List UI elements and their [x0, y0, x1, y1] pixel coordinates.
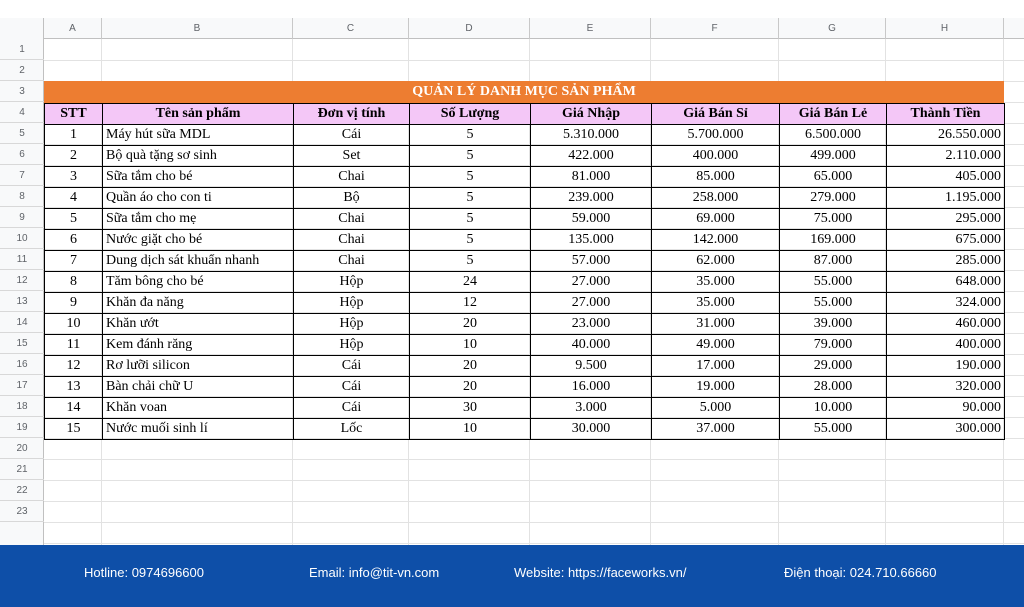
column-header-h[interactable]: H	[886, 18, 1004, 39]
cell-import-price[interactable]: 135.000	[531, 230, 652, 251]
cell-quantity[interactable]: 5	[410, 230, 531, 251]
select-all-corner[interactable]	[0, 18, 44, 39]
table-header-row	[45, 104, 1005, 125]
cell-retail-price[interactable]: 499.000	[780, 146, 887, 167]
table-row	[45, 356, 1005, 377]
cell-retail-price[interactable]: 28.000	[780, 377, 887, 398]
cell-wholesale-price[interactable]: 31.000	[652, 314, 780, 335]
cell-wholesale-price[interactable]: 400.000	[652, 146, 780, 167]
row-header-bar	[0, 39, 44, 545]
header-total[interactable]: Thành Tiền	[887, 104, 1005, 125]
cell-unit[interactable]: Hộp	[294, 314, 410, 335]
cell-unit[interactable]: Chai	[294, 251, 410, 272]
cell-import-price[interactable]: 16.000	[531, 377, 652, 398]
cell-retail-price[interactable]: 6.500.000	[780, 125, 887, 146]
cell-wholesale-price[interactable]: 142.000	[652, 230, 780, 251]
cell-unit[interactable]: Bộ	[294, 188, 410, 209]
footer-website[interactable]: Website: https://faceworks.vn/	[514, 565, 687, 580]
cell-wholesale-price[interactable]: 258.000	[652, 188, 780, 209]
table-row	[45, 377, 1005, 398]
cell-import-price[interactable]: 27.000	[531, 272, 652, 293]
cell-import-price[interactable]: 5.310.000	[531, 125, 652, 146]
cell-stt[interactable]: 13	[45, 377, 103, 398]
cell-import-price[interactable]: 422.000	[531, 146, 652, 167]
cell-total[interactable]: 400.000	[887, 335, 1005, 356]
cell-stt[interactable]: 11	[45, 335, 103, 356]
table-row	[45, 335, 1005, 356]
cell-retail-price[interactable]: 55.000	[780, 419, 887, 440]
cell-quantity[interactable]: 30	[410, 398, 531, 419]
row-header[interactable]: 4	[0, 102, 44, 123]
cell-import-price[interactable]: 59.000	[531, 209, 652, 230]
cell-product-name[interactable]: Khăn đa năng	[103, 293, 294, 314]
row-header[interactable]: 20	[0, 438, 44, 459]
cell-import-price[interactable]: 40.000	[531, 335, 652, 356]
cell-total[interactable]: 324.000	[887, 293, 1005, 314]
cell-product-name[interactable]: Sữa tắm cho mẹ	[103, 209, 294, 230]
cell-quantity[interactable]: 20	[410, 356, 531, 377]
cell-import-price[interactable]: 27.000	[531, 293, 652, 314]
table-row	[45, 272, 1005, 293]
table-row	[45, 230, 1005, 251]
cell-retail-price[interactable]: 55.000	[780, 272, 887, 293]
cell-retail-price[interactable]: 87.000	[780, 251, 887, 272]
row-header[interactable]: 10	[0, 228, 44, 249]
cell-wholesale-price[interactable]: 5.700.000	[652, 125, 780, 146]
row-header[interactable]: 18	[0, 396, 44, 417]
cell-quantity[interactable]: 12	[410, 293, 531, 314]
header-wholesale-price[interactable]: Giá Bán Sỉ	[652, 104, 780, 125]
column-header-c[interactable]: C	[293, 18, 409, 39]
cell-import-price[interactable]: 30.000	[531, 419, 652, 440]
cell-retail-price[interactable]: 10.000	[780, 398, 887, 419]
cell-quantity[interactable]: 5	[410, 188, 531, 209]
column-header-bar	[0, 18, 1024, 39]
table-row	[45, 419, 1005, 440]
cell-stt[interactable]: 8	[45, 272, 103, 293]
cell-quantity[interactable]: 5	[410, 209, 531, 230]
cell-quantity[interactable]: 20	[410, 377, 531, 398]
grid-line	[44, 501, 1024, 502]
table-row	[45, 398, 1005, 419]
cell-product-name[interactable]: Tăm bông cho bé	[103, 272, 294, 293]
row-header[interactable]: 21	[0, 459, 44, 480]
cell-stt[interactable]: 2	[45, 146, 103, 167]
table-row	[45, 167, 1005, 188]
table-row	[45, 293, 1005, 314]
cell-product-name[interactable]: Bàn chải chữ U	[103, 377, 294, 398]
row-header[interactable]: 13	[0, 291, 44, 312]
grid-line	[44, 459, 1024, 460]
cell-stt[interactable]: 10	[45, 314, 103, 335]
cell-retail-price[interactable]: 279.000	[780, 188, 887, 209]
cell-import-price[interactable]: 3.000	[531, 398, 652, 419]
cell-product-name[interactable]: Rơ lưỡi silicon	[103, 356, 294, 377]
cell-import-price[interactable]: 9.500	[531, 356, 652, 377]
column-header-g[interactable]: G	[779, 18, 886, 39]
cell-stt[interactable]: 14	[45, 398, 103, 419]
row-header[interactable]: 19	[0, 417, 44, 438]
table-row	[45, 251, 1005, 272]
header-product-name[interactable]: Tên sản phẩm	[103, 104, 294, 125]
cell-unit[interactable]: Hộp	[294, 335, 410, 356]
cell-unit[interactable]: Cái	[294, 377, 410, 398]
row-header[interactable]: 23	[0, 501, 44, 522]
cell-retail-price[interactable]: 169.000	[780, 230, 887, 251]
column-header-b[interactable]: B	[102, 18, 293, 39]
cell-wholesale-price[interactable]: 5.000	[652, 398, 780, 419]
row-header[interactable]: 9	[0, 207, 44, 228]
grid-line	[44, 60, 1024, 61]
row-header[interactable]: 22	[0, 480, 44, 501]
row-header[interactable]: 15	[0, 333, 44, 354]
table-row	[45, 146, 1005, 167]
row-header[interactable]: 5	[0, 123, 44, 144]
cell-total[interactable]: 90.000	[887, 398, 1005, 419]
cell-product-name[interactable]: Máy hút sữa MDL	[103, 125, 294, 146]
cell-total[interactable]: 190.000	[887, 356, 1005, 377]
cell-total[interactable]: 295.000	[887, 209, 1005, 230]
cell-unit[interactable]: Cái	[294, 125, 410, 146]
cell-quantity[interactable]: 5	[410, 125, 531, 146]
header-import-price[interactable]: Giá Nhập	[531, 104, 652, 125]
cell-total[interactable]: 675.000	[887, 230, 1005, 251]
cell-stt[interactable]: 15	[45, 419, 103, 440]
cell-wholesale-price[interactable]: 49.000	[652, 335, 780, 356]
row-header[interactable]: 14	[0, 312, 44, 333]
cell-product-name[interactable]: Quần áo cho con ti	[103, 188, 294, 209]
row-header[interactable]: 6	[0, 144, 44, 165]
row-header[interactable]: 16	[0, 354, 44, 375]
cell-unit[interactable]: Cái	[294, 356, 410, 377]
header-quantity[interactable]: Số Lượng	[410, 104, 531, 125]
cell-unit[interactable]: Lốc	[294, 419, 410, 440]
column-header-d[interactable]: D	[409, 18, 530, 39]
cell-retail-price[interactable]: 75.000	[780, 209, 887, 230]
cell-total[interactable]: 300.000	[887, 419, 1005, 440]
column-header-e[interactable]: E	[530, 18, 651, 39]
cell-stt[interactable]: 12	[45, 356, 103, 377]
cell-total[interactable]: 320.000	[887, 377, 1005, 398]
table-row	[45, 125, 1005, 146]
header-stt[interactable]: STT	[45, 104, 103, 125]
cell-import-price[interactable]: 81.000	[531, 167, 652, 188]
cell-product-name[interactable]: Nước muối sinh lí	[103, 419, 294, 440]
cell-quantity[interactable]: 20	[410, 314, 531, 335]
cell-unit[interactable]: Chai	[294, 167, 410, 188]
cell-unit[interactable]: Chai	[294, 209, 410, 230]
footer-phone: Điện thoại: 024.710.66660	[784, 565, 937, 580]
cell-wholesale-price[interactable]: 69.000	[652, 209, 780, 230]
cell-wholesale-price[interactable]: 62.000	[652, 251, 780, 272]
cell-wholesale-price[interactable]: 17.000	[652, 356, 780, 377]
row-header[interactable]: 7	[0, 165, 44, 186]
cell-total[interactable]: 26.550.000	[887, 125, 1005, 146]
cell-quantity[interactable]: 5	[410, 251, 531, 272]
row-header[interactable]: 1	[0, 39, 44, 60]
cell-retail-price[interactable]: 39.000	[780, 314, 887, 335]
cell-retail-price[interactable]: 55.000	[780, 293, 887, 314]
cell-stt[interactable]: 7	[45, 251, 103, 272]
cell-product-name[interactable]: Bộ quà tặng sơ sinh	[103, 146, 294, 167]
row-header[interactable]: 12	[0, 270, 44, 291]
cell-import-price[interactable]: 239.000	[531, 188, 652, 209]
product-table	[44, 103, 1005, 440]
table-row	[45, 209, 1005, 230]
cell-stt[interactable]: 5	[45, 209, 103, 230]
cell-total[interactable]: 405.000	[887, 167, 1005, 188]
grid-line	[44, 543, 1024, 544]
cell-product-name[interactable]: Khăn ướt	[103, 314, 294, 335]
row-header[interactable]: 11	[0, 249, 44, 270]
cell-retail-price[interactable]: 79.000	[780, 335, 887, 356]
cell-total[interactable]: 1.195.000	[887, 188, 1005, 209]
cell-unit[interactable]: Chai	[294, 230, 410, 251]
row-header[interactable]: 2	[0, 60, 44, 81]
cell-product-name[interactable]: Khăn voan	[103, 398, 294, 419]
header-retail-price[interactable]: Giá Bán Lẻ	[780, 104, 887, 125]
cell-wholesale-price[interactable]: 19.000	[652, 377, 780, 398]
table-row	[45, 188, 1005, 209]
cell-total[interactable]: 460.000	[887, 314, 1005, 335]
cell-unit[interactable]: Set	[294, 146, 410, 167]
cell-quantity[interactable]: 5	[410, 146, 531, 167]
cell-unit[interactable]: Hộp	[294, 272, 410, 293]
cell-stt[interactable]: 3	[45, 167, 103, 188]
cell-wholesale-price[interactable]: 35.000	[652, 272, 780, 293]
cell-stt[interactable]: 6	[45, 230, 103, 251]
footer-email[interactable]: Email: info@tit-vn.com	[309, 565, 440, 580]
cell-quantity[interactable]: 10	[410, 335, 531, 356]
cell-unit[interactable]: Cái	[294, 398, 410, 419]
cell-import-price[interactable]: 23.000	[531, 314, 652, 335]
sheet-title[interactable]: QUẢN LÝ DANH MỤC SẢN PHẨM	[44, 81, 1004, 103]
cell-stt[interactable]: 4	[45, 188, 103, 209]
cell-product-name[interactable]: Nước giặt cho bé	[103, 230, 294, 251]
cell-product-name[interactable]: Sữa tắm cho bé	[103, 167, 294, 188]
cell-retail-price[interactable]: 65.000	[780, 167, 887, 188]
cell-wholesale-price[interactable]: 37.000	[652, 419, 780, 440]
cell-total[interactable]: 648.000	[887, 272, 1005, 293]
column-header-a[interactable]: A	[44, 18, 102, 39]
grid-line	[44, 522, 1024, 523]
cell-stt[interactable]: 9	[45, 293, 103, 314]
column-header-f[interactable]: F	[651, 18, 779, 39]
header-unit[interactable]: Đơn vị tính	[294, 104, 410, 125]
cell-quantity[interactable]: 5	[410, 167, 531, 188]
cell-product-name[interactable]: Dung dịch sát khuẩn nhanh	[103, 251, 294, 272]
cell-wholesale-price[interactable]: 35.000	[652, 293, 780, 314]
cell-product-name[interactable]: Kem đánh răng	[103, 335, 294, 356]
cell-retail-price[interactable]: 29.000	[780, 356, 887, 377]
table-row	[45, 314, 1005, 335]
cell-unit[interactable]: Hộp	[294, 293, 410, 314]
cell-import-price[interactable]: 57.000	[531, 251, 652, 272]
cell-quantity[interactable]: 10	[410, 419, 531, 440]
cell-stt[interactable]: 1	[45, 125, 103, 146]
cell-quantity[interactable]: 24	[410, 272, 531, 293]
row-header[interactable]: 3	[0, 81, 44, 102]
footer-hotline: Hotline: 0974696600	[84, 565, 204, 580]
contact-footer	[0, 545, 1024, 607]
cell-total[interactable]: 2.110.000	[887, 146, 1005, 167]
cell-total[interactable]: 285.000	[887, 251, 1005, 272]
grid-line	[44, 480, 1024, 481]
row-header[interactable]: 17	[0, 375, 44, 396]
cell-wholesale-price[interactable]: 85.000	[652, 167, 780, 188]
row-header[interactable]: 8	[0, 186, 44, 207]
